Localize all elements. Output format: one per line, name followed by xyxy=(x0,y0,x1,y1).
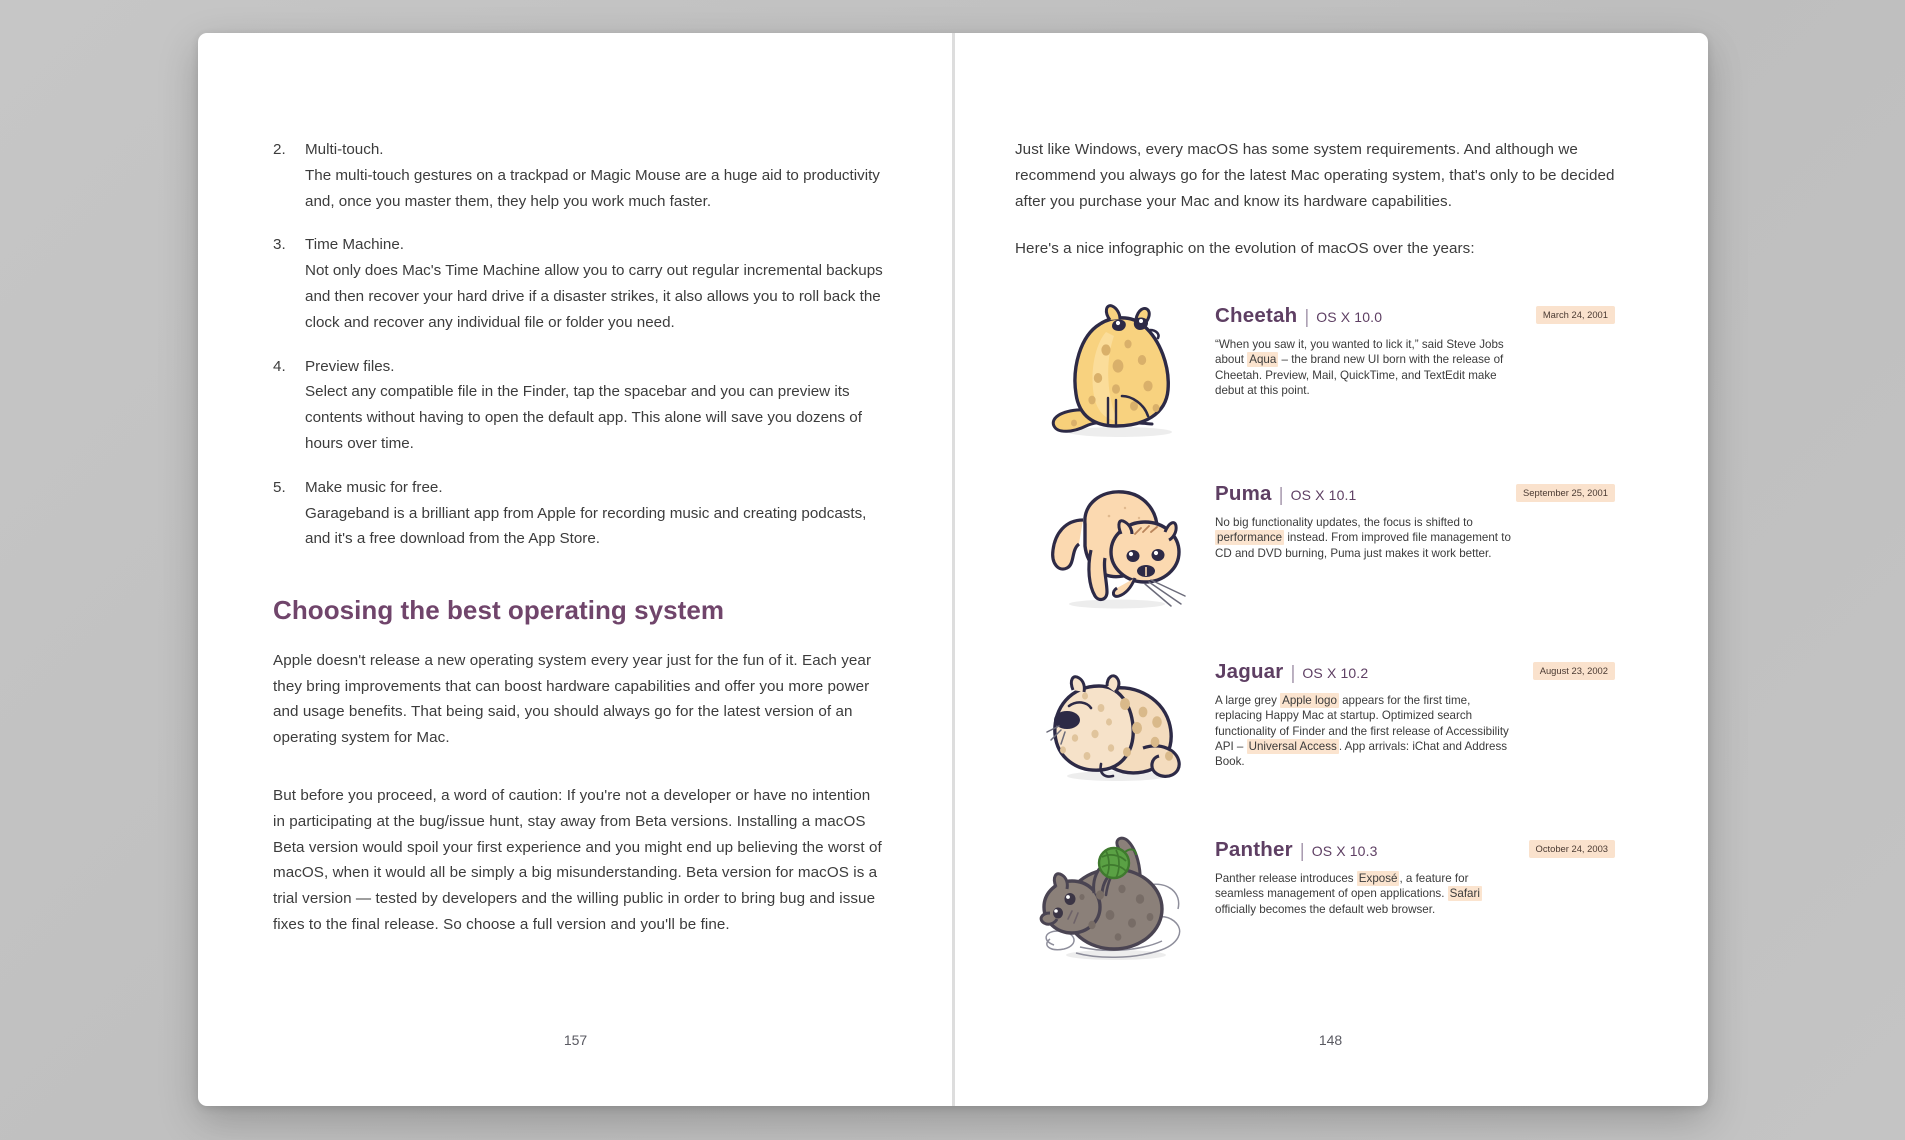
macos-evolution-infographic xyxy=(1015,290,1615,972)
os-separator: | xyxy=(1304,307,1310,329)
os-description: “When you saw it, you wanted to lick it,” said Steve Jobs about Aqua – the brand new UI born with the release of Cheetah. Preview, Mail, QuickTime, and TextEdit make debut at this point. xyxy=(1215,338,1504,398)
highlighted-term: Aqua xyxy=(1249,353,1277,367)
os-entry xyxy=(1015,824,1615,972)
paragraph: Apple doesn't release a new operating system every year just for the fun of it. Each year they bring improvements that can boost hardware capabilities and offer you more power and usage benefits. That being said, you should always go for the latest version of an operating system for Mac. xyxy=(273,651,872,747)
list-item-body xyxy=(305,137,883,214)
os-release-date-badge: August 23, 2002 xyxy=(1533,662,1615,680)
panther-illustration xyxy=(1015,824,1215,972)
list-item xyxy=(273,137,883,214)
list-item-description: Select any compatible file in the Finder, tap the spacebar and you can preview its contents without having to open the default app. This alone will save you dozens of hours over time. xyxy=(305,383,862,452)
list-item-title: Time Machine. xyxy=(305,236,405,254)
os-release-date-badge: October 24, 2003 xyxy=(1529,840,1615,858)
os-name: Cheetah xyxy=(1215,304,1298,328)
cheetah-illustration xyxy=(1015,290,1215,438)
list-item-description: The multi-touch gestures on a trackpad or Magic Mouse are a huge aid to productivity and, once you master them, they help you work much faster. xyxy=(305,166,880,210)
os-entry xyxy=(1015,290,1615,438)
os-name: Jaguar xyxy=(1215,660,1284,684)
list-item-title: Multi-touch. xyxy=(305,141,384,158)
os-header xyxy=(1215,482,1615,506)
os-description: A large grey Apple logo appears for the first time, replacing Happy Mac at startup. Optimized search functionality of Finder and the first release of Accessibility API – Universal Access . App arrivals: iChat and Address Book. xyxy=(1215,694,1509,769)
list-item-description: Garageband is a brilliant app from Apple for recording music and creating podcasts, and it's a free download from the App Store. xyxy=(305,504,867,548)
os-version: OS X 10.3 xyxy=(1311,843,1378,860)
list-item xyxy=(273,354,883,457)
list-item-number: 2. xyxy=(273,141,286,158)
os-name: Panther xyxy=(1215,838,1293,862)
os-entry xyxy=(1015,646,1615,794)
page-number-right: 148 xyxy=(1318,1032,1343,1048)
paragraph: But before you proceed, a word of caution: If you're not a developer or have no intention in participating at the bug/issue hunt, stay away from Beta versions. Installing a macOS Beta version would spoil your first experience and you might end up believing the worst of macOS, when it would all be simply a big misunderstanding. Beta version for macOS is a trial version — tested by developers and the willing public in order to bring bug and issue fixes to the final release. So choose a full version and you'll be fine. xyxy=(273,786,882,933)
os-entry xyxy=(1015,468,1615,616)
list-item-body xyxy=(305,354,883,457)
os-release-date-badge: March 24, 2001 xyxy=(1536,306,1615,324)
highlighted-term: performance xyxy=(1217,531,1283,545)
highlighted-term: Exposé xyxy=(1358,872,1398,886)
list-item xyxy=(273,232,883,335)
os-info xyxy=(1215,290,1615,398)
list-item-body xyxy=(305,475,883,552)
book-spread xyxy=(198,33,1708,1106)
highlighted-term: Universal Access xyxy=(1248,740,1337,754)
os-release-date-badge: September 25, 2001 xyxy=(1516,484,1615,502)
os-separator: | xyxy=(1299,841,1305,863)
list-item-body xyxy=(305,232,883,335)
puma-illustration xyxy=(1015,468,1215,616)
os-separator: | xyxy=(1290,663,1296,685)
list-item xyxy=(273,475,883,552)
os-header xyxy=(1215,304,1615,328)
jaguar-illustration xyxy=(1015,646,1215,794)
page-left xyxy=(198,33,953,1106)
os-separator: | xyxy=(1278,485,1284,507)
highlighted-term: Apple logo xyxy=(1282,694,1337,708)
left-page-content xyxy=(273,137,883,953)
paragraph: Here's a nice infographic on the evolution of macOS over the years: xyxy=(1015,240,1475,258)
list-item-title: Make music for free. xyxy=(305,478,443,496)
os-info xyxy=(1215,646,1615,769)
os-header xyxy=(1215,838,1615,862)
paragraph: Just like Windows, every macOS has some system requirements. And although we recommend you always go for the latest Mac operating system, that's only to be decided after you purchase your Mac and know its hardware capabilities. xyxy=(1015,141,1615,210)
os-version: OS X 10.0 xyxy=(1316,309,1383,326)
right-page-content xyxy=(1015,137,1615,1002)
os-description: Panther release introduces Exposé , a feature for seamless management of open applications. Safari officially becomes the default web browser. xyxy=(1215,872,1480,916)
highlighted-term: Safari xyxy=(1449,887,1480,901)
list-item-title: Preview files. xyxy=(305,357,395,375)
os-name: Puma xyxy=(1215,482,1272,506)
os-description: No big functionality updates, the focus is shifted to performance instead. From improved file management to CD and DVD burning, Puma just makes it work better. xyxy=(1215,516,1511,560)
list-item-description: Not only does Mac's Time Machine allow you to carry out regular incremental backups and then recover your hard drive if a disaster strikes, it also allows you to roll back the clock and recover any individual file or folder you need. xyxy=(305,262,883,331)
list-item-number: 3. xyxy=(273,236,286,254)
page-number-left: 157 xyxy=(563,1032,588,1048)
page-right xyxy=(953,33,1708,1106)
list-item-number: 5. xyxy=(273,478,286,496)
section-heading: Choosing the best operating system xyxy=(273,595,725,626)
os-header xyxy=(1215,660,1615,684)
os-info xyxy=(1215,468,1615,561)
os-info xyxy=(1215,824,1615,917)
list-item-number: 4. xyxy=(273,357,286,375)
os-version: OS X 10.2 xyxy=(1302,665,1369,682)
os-version: OS X 10.1 xyxy=(1290,487,1357,504)
